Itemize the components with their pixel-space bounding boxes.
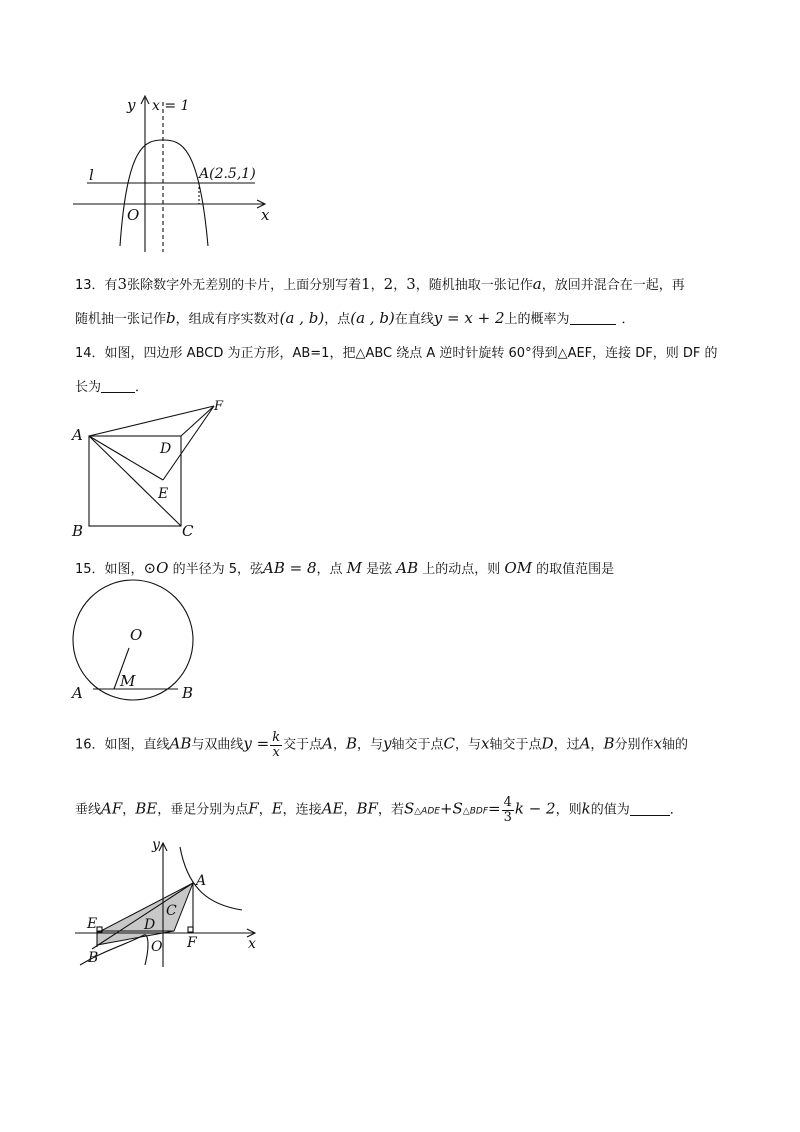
q16-fraction-k-over-x: $\frac{k}{x}$ (272, 730, 281, 760)
q16-label-E: E (87, 916, 98, 932)
q13-line2: 随机抽一张记作b，组成有序实数对(a , b)，点(a , b)在直线y = x + 2上的概率为 ． (75, 309, 635, 327)
q15-label-A: A (72, 684, 83, 702)
fig12-axis-line-label: x = 1 (152, 98, 190, 114)
q14-line2: 长为 ． (75, 380, 149, 395)
fig12-y-label: y (127, 96, 136, 114)
q14-label-F: F (214, 399, 224, 414)
q15-label-O: O (130, 626, 143, 644)
q13-ordered-pair: (a , b) (279, 309, 325, 327)
q16-label-y: y (152, 837, 160, 853)
q14-line1: 14．如图，四边形 ABCD 为正方形，AB=1，把△ABC 绕点 A 逆时针旋转 60°得到△AEF，连接 DF，则 DF 的 (75, 346, 718, 361)
q14-label-C: C (182, 522, 194, 540)
q16-line2: 垂线AF，BE，垂足分别为点F，E，连接AE，BF，若S△ADE+S△BDF= $\frac{4}{3}$ k − 2，则k的值为 ． (75, 795, 683, 825)
q16-label-A: A (196, 873, 207, 889)
q14-label-D: D (160, 441, 172, 457)
fig12-line-label: l (89, 166, 94, 184)
q16-answer-blank[interactable] (630, 803, 670, 816)
q15-label-M: M (120, 672, 136, 690)
hyperbola-figure (70, 835, 270, 970)
q16-label-F: F (187, 935, 197, 951)
fig12-origin-label: O (127, 206, 140, 224)
q16-line1: 16．如图，直线AB与双曲线y = $\frac{k}{x}$ 交于点A，B，与y轴交于点C，与x轴交于点D，过A，B分别作x轴的 (75, 730, 688, 760)
q13-line-equation: y = x + 2 (433, 309, 505, 327)
q15-chord-eq: AB = 8 (262, 559, 317, 577)
q13-answer-blank[interactable] (570, 312, 616, 325)
q16-label-D: D (144, 917, 156, 933)
q16-label-O: O (151, 939, 163, 955)
fig12-x-label: x (261, 206, 270, 224)
q16-label-B: B (88, 950, 99, 966)
q15-line1: 15．如图，⊙O 的半径为 5，弦AB = 8，点 M 是弦 AB 上的动点，则 OM 的取值范围是 (75, 559, 615, 577)
fig12-point-label: A(2.5,1) (199, 166, 256, 182)
q14-label-E: E (158, 486, 169, 502)
q16-fraction-4-over-3: $\frac{4}{3}$ (503, 795, 512, 825)
q13-line1: 13．有3张除数字外无差别的卡片，上面分别写着1，2，3，随机抽取一张记作a，放回并混合在一起，再 (75, 275, 685, 293)
q14-answer-blank[interactable] (101, 380, 135, 393)
parabola-figure (65, 90, 285, 255)
q14-label-B: B (72, 522, 84, 540)
q16-label-x: x (248, 936, 256, 952)
q13-n-cards: 3 (117, 275, 128, 293)
q15-label-B: B (182, 684, 194, 702)
q16-label-C: C (166, 903, 177, 919)
square-figure (66, 398, 236, 543)
circle-figure (66, 576, 206, 704)
q14-label-A: A (72, 426, 83, 444)
